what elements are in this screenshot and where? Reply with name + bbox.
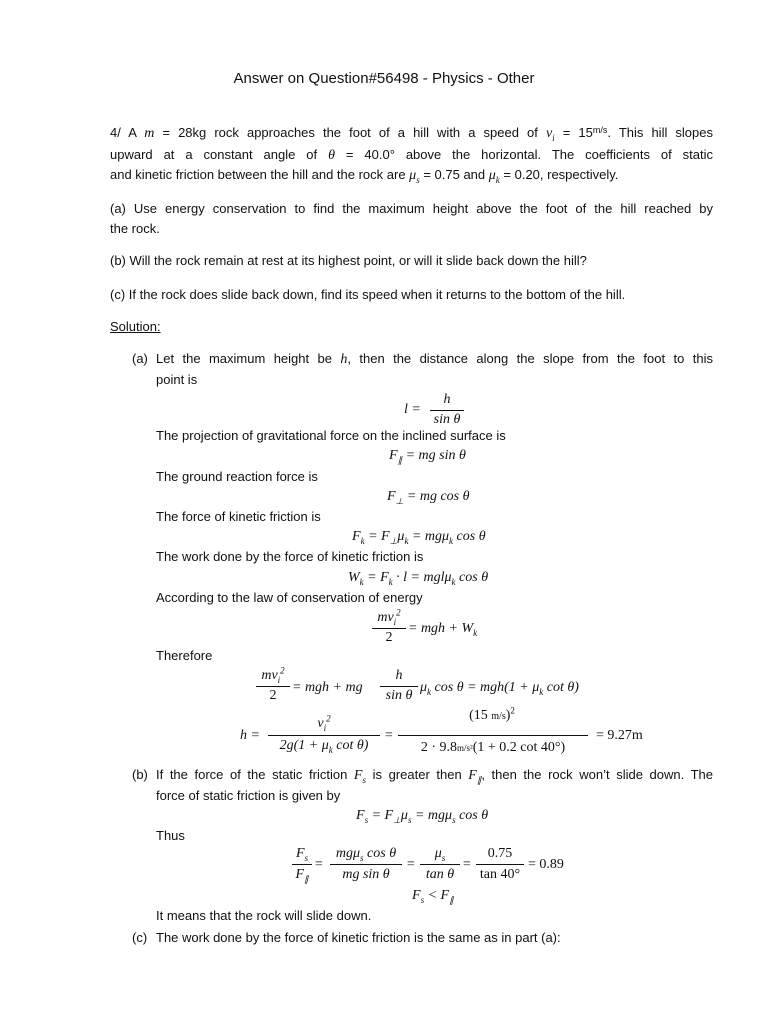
txt-projection: The projection of gravitational force on the inclined surface is xyxy=(156,428,506,443)
txt-kinetic: The force of kinetic friction is xyxy=(156,509,321,524)
problem-line-3: and kinetic friction between the hill and the rock are $\mu_s = 0.75$ and $\mu_k = 0.20$, respectively. xyxy=(110,167,619,185)
solution-a-line-2: point is xyxy=(156,372,198,387)
eq-fperp: $F_\perp$ = mg cos θ xyxy=(387,489,470,506)
txt-therefore: Therefore xyxy=(156,648,213,663)
txt-work: The work done by the force of kinetic friction is xyxy=(156,549,424,564)
txt-ground: The ground reaction force is xyxy=(156,469,318,484)
h-result: 9.27m xyxy=(607,728,643,743)
solution-c-line-1: The work done by the force of kinetic friction is the same as in part (a): xyxy=(156,930,561,945)
problem-line-1: 4/ A m = 28kg rock approaches the foot of a hill with a speed of $v_i = 15^{m/s}$. This hill slopes xyxy=(110,125,713,143)
page-title: Answer on Question#56498 - Physics - Other xyxy=(233,70,535,87)
part-b: (b) Will the rock remain at rest at its highest point, or will it slide back down the hill? xyxy=(110,253,587,268)
solution-a-label: (a) xyxy=(132,351,148,366)
solution-heading: Solution: xyxy=(110,319,161,334)
solution-a-line-1: Let the maximum height be h, then the distance along the slope from the foot to this xyxy=(156,351,713,367)
part-c: (c) If the rock does slide back down, find its speed when it returns to the bottom of the hill. xyxy=(110,287,626,302)
ratio-numerator: 0.75 xyxy=(487,846,513,861)
solution-c-label: (c) xyxy=(132,930,148,945)
solution-b-label: (b) xyxy=(132,767,148,782)
eq-fk: $F_k = F_\perp\mu_k = mg\mu_k$ cos θ xyxy=(352,529,486,546)
txt-conservation: According to the law of conservation of energy xyxy=(156,590,423,605)
solution-b-line-1: If the force of the static friction $F_s$ is greater then $F_\parallel$, then the rock won’t slide down. The xyxy=(156,767,713,785)
problem-line-2: upward at a constant angle of θ = 40.0° above the horizontal. The coefficients of static xyxy=(110,147,713,163)
eq-compare: $F_s < F_\parallel$ xyxy=(412,888,454,905)
txt-thus: Thus xyxy=(156,828,185,843)
eq-wk: $W_k = F_k \cdot l = mgl\mu_k$ cos θ xyxy=(348,570,489,587)
eq-fs: $F_s = F_\perp\mu_s = mg\mu_s$ cos θ xyxy=(356,808,489,825)
part-a-line-2: the rock. xyxy=(110,221,160,236)
ratio-result: 0.89 xyxy=(539,857,564,872)
solution-b-line-2: force of static friction is given by xyxy=(156,788,341,803)
eq-fpar: $F_\parallel$ = mg sin θ xyxy=(389,448,466,465)
part-a-line-1: (a) Use energy conservation to find the maximum height above the foot of the hill reached by xyxy=(110,201,713,216)
txt-slide: It means that the rock will slide down. xyxy=(156,908,372,923)
